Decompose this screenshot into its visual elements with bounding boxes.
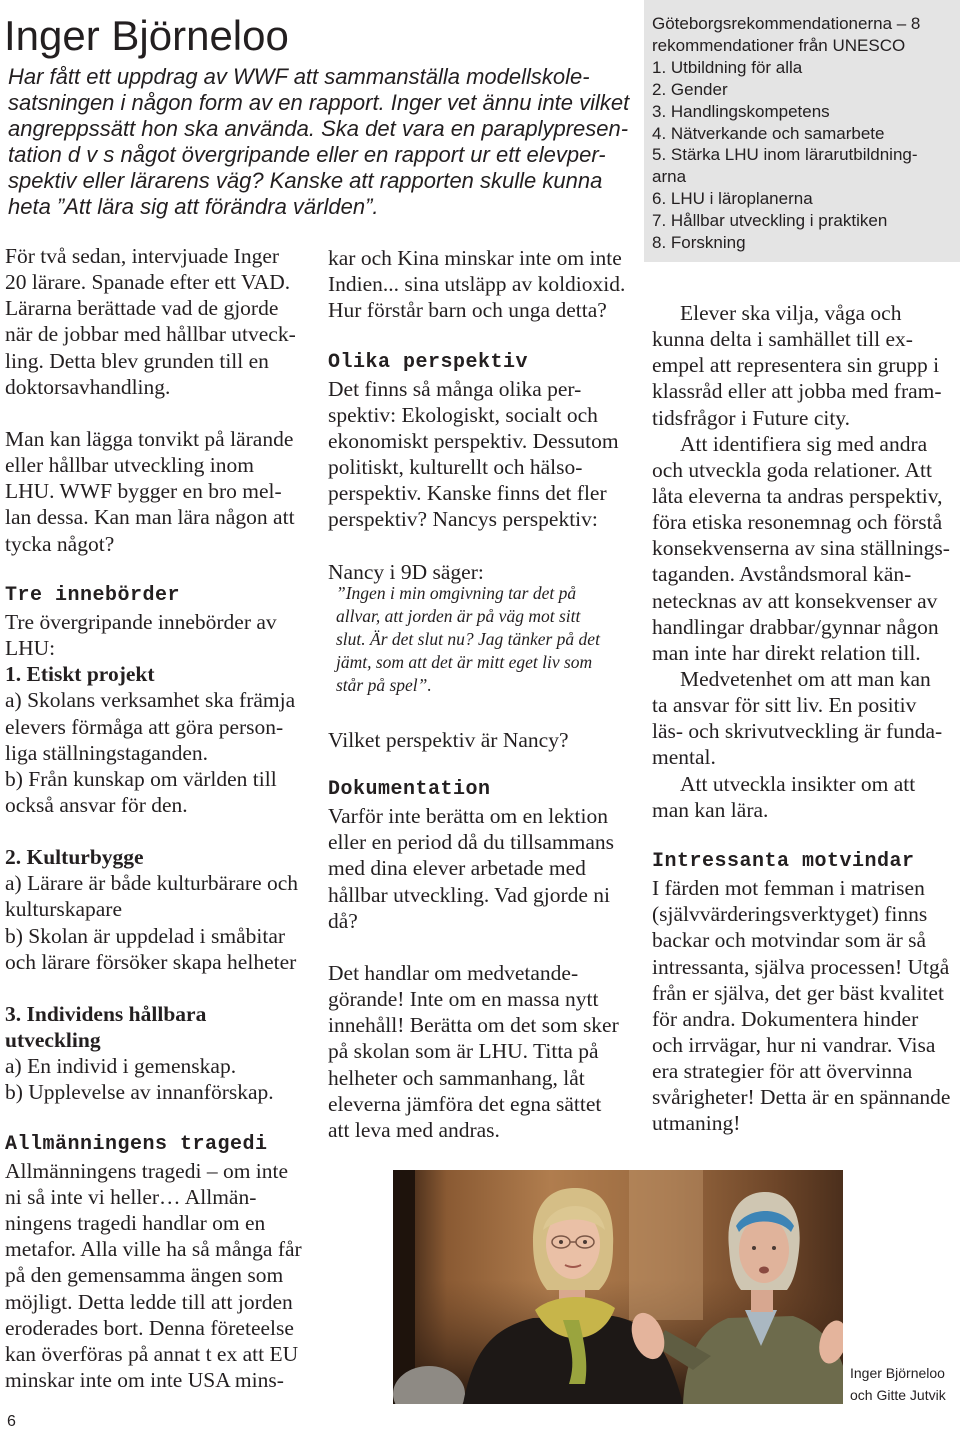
body-paragraph: Elever ska vilja, våga och kunna delta i samhället till ex- empel att representera sin grupp i klassråd eller att jobba med fram- tidsfrågor i Future city. [652,301,942,430]
meaning-point-b: b) Skolan är uppdelad i småbitar och lärare försöker skapa helheter [5,923,297,974]
section-heading-olika-perspektiv: Olika perspektiv [328,350,529,374]
meaning-point-a: a) Lärare är både kulturbärare och kulturskapare [5,871,299,922]
recommendation-item: 2. Gender [652,79,728,99]
recommendation-item: 6. LHU i läroplanerna [652,189,813,209]
body-paragraph: Man kan lägga tonvikt på lärande eller hållbar utveckling inom LHU. WWF bygger en bro mel- lan dessa. Kan man lära någon att tycka något? [5,426,295,556]
recommendation-item: 4. Nätverkande och samarbete [652,123,885,143]
question-text: Vilket perspektiv är Nancy? [328,728,569,752]
column-3 [652,300,950,1136]
section-lead: Tre övergripande innebörder av LHU: [5,609,277,661]
meaning-point-a: a) En individ i gemenskap. [5,1054,237,1079]
column-2-question [328,727,569,753]
meaning-point-b: b) Upplevelse av innanförskap. [5,1080,274,1105]
recommendation-item: 3. Handlingskompetens [652,101,830,121]
quote-intro: Nancy i 9D säger: [328,559,484,584]
body-paragraph: Det finns så många olika per- spektiv: Ekologiskt, socialt och ekonomiskt perspektiv. Dessutom politiskt, kulturellt och hälso- perspektiv. Kanske finns det fler perspektiv? Nancys perspektiv: [328,376,619,532]
body-paragraph: Allmänningens tragedi – om inte ni så inte vi heller… Allmän- ningens tragedi handlar om en metafor. Alla ville ha så många får på den gemensamma ängen som möjligt. Detta ledde till att jorden eroderades bort. Denna företeelse kan överföras på annat t ex att EU minskar inte om inte USA mins- [5,1158,302,1392]
photo [393,1170,843,1404]
recommendation-item: 1. Utbildning för alla [652,57,803,77]
page-number: 6 [7,1413,16,1430]
body-paragraph: För två sedan, intervjuade Inger 20 lärare. Spanade efter ett VAD. Lärarna berättade vad de gjorde när de jobbar med hållbar utveck- ling. Detta blev grunden till en doktorsavhandling. [5,244,296,399]
body-paragraph: Varför inte berätta om en lektion eller en period då du tillsammans med dina elever arbetade med hållbar utveckling. Vad gjorde ni då? [328,804,614,933]
meaning-point-a: a) Skolans verksamhet ska främja elevers förmåga att göra person- liga ställningstaganden. [5,688,296,765]
body-paragraph: I färden mot femman i matrisen (självvärderingsverktyget) finns backar och motvindar som är så intressanta, själva processen! Utgå från er själva, det ger bäst kvalitet för andra. Dokumentera hinder och irrvägar, hur ni vandrar. Visa era strategier för att övervinna svårigheter! Detta är en spännande utmaning! [652,876,951,1136]
article-title: Inger Björneloo [4,12,289,59]
meaning-title: 3. Individens hållbara utveckling [5,1002,207,1053]
recommendation-item: 7. Hållbar utveckling i praktiken [652,211,888,231]
section-heading-tre-inneborder: Tre innebörder [5,583,181,607]
section-heading-intressanta-motvindar: Intressanta motvindar [652,849,915,873]
nancy-quote: ”Ingen i min omgivning tar det på allvar, att jorden är på väg mot sitt slut. Är det slut nu? Jag tänker på det jämt, som att det är mitt eget liv som står på spel”. [336,583,600,695]
photo-caption: Inger Björneloo och Gitte Jutvik [850,1365,946,1403]
body-paragraph: Medvetenhet om att man kan ta ansvar för sitt liv. En positiv läs- och skrivutveckling är funda- mental. [652,666,943,770]
recommendations-title: Göteborgsrekommendationerna – 8 rekommendationer från UNESCO [652,14,921,55]
column-2-top [328,245,625,585]
recommendation-item: 5. Stärka LHU inom lärarutbildning- arna [652,145,918,187]
column-2-documentation [328,777,619,1143]
recommendations-list [652,13,920,254]
meaning-title: 2. Kulturbygge [5,845,144,870]
body-paragraph: kar och Kina minskar inte om inte Indien... sina utsläpp av koldioxid. Hur förstår barn och unga detta? [328,246,626,323]
recommendation-item: 8. Forskning [652,233,746,253]
meaning-title: 1. Etiskt projekt [5,662,155,687]
column-1 [5,243,302,1393]
section-heading-dokumentation: Dokumentation [328,778,491,801]
photo-image [393,1170,843,1404]
body-paragraph: Det handlar om medvetande- görande! Inte om en massa nytt innehåll! Berätta om det som sker på skolan som är LHU. Titta på helheter och sammanhang, låt eleverna jämföra det egna sättet att leva med andras. [328,960,619,1142]
meaning-point-b: b) Från kunskap om världen till också ansvar för den. [5,766,277,817]
body-paragraph: Att identifiera sig med andra och utveckla goda relationer. Att låta eleverna ta andras perspektiv, föra etiska resonemnag och förstå konsekvenserna av sina ställnings- taganden. Avståndsmoral kän- netecknas av att konsekvenser av handlingar drabbar/gynnar någon man inte har direkt relation till. [652,431,950,665]
body-paragraph: Att utveckla insikter om att man kan lära. [652,771,916,822]
article-intro: Har fått ett uppdrag av WWF att sammanställa modellskole- satsningen i någon form av en rapport. Inger vet ännu inte vilket angreppssätt hon ska använda. Ska det vara en paraplypresen- tation d v s något övergripande eller en rapport ur ett elevper- spektiv eller lärarens väg? Kanske att rapporten skulle kunna heta ”Att lära sig att förändra världen”. [8,64,630,219]
section-heading-allmanningens-tragedi: Allmänningens tragedi [5,1132,268,1156]
